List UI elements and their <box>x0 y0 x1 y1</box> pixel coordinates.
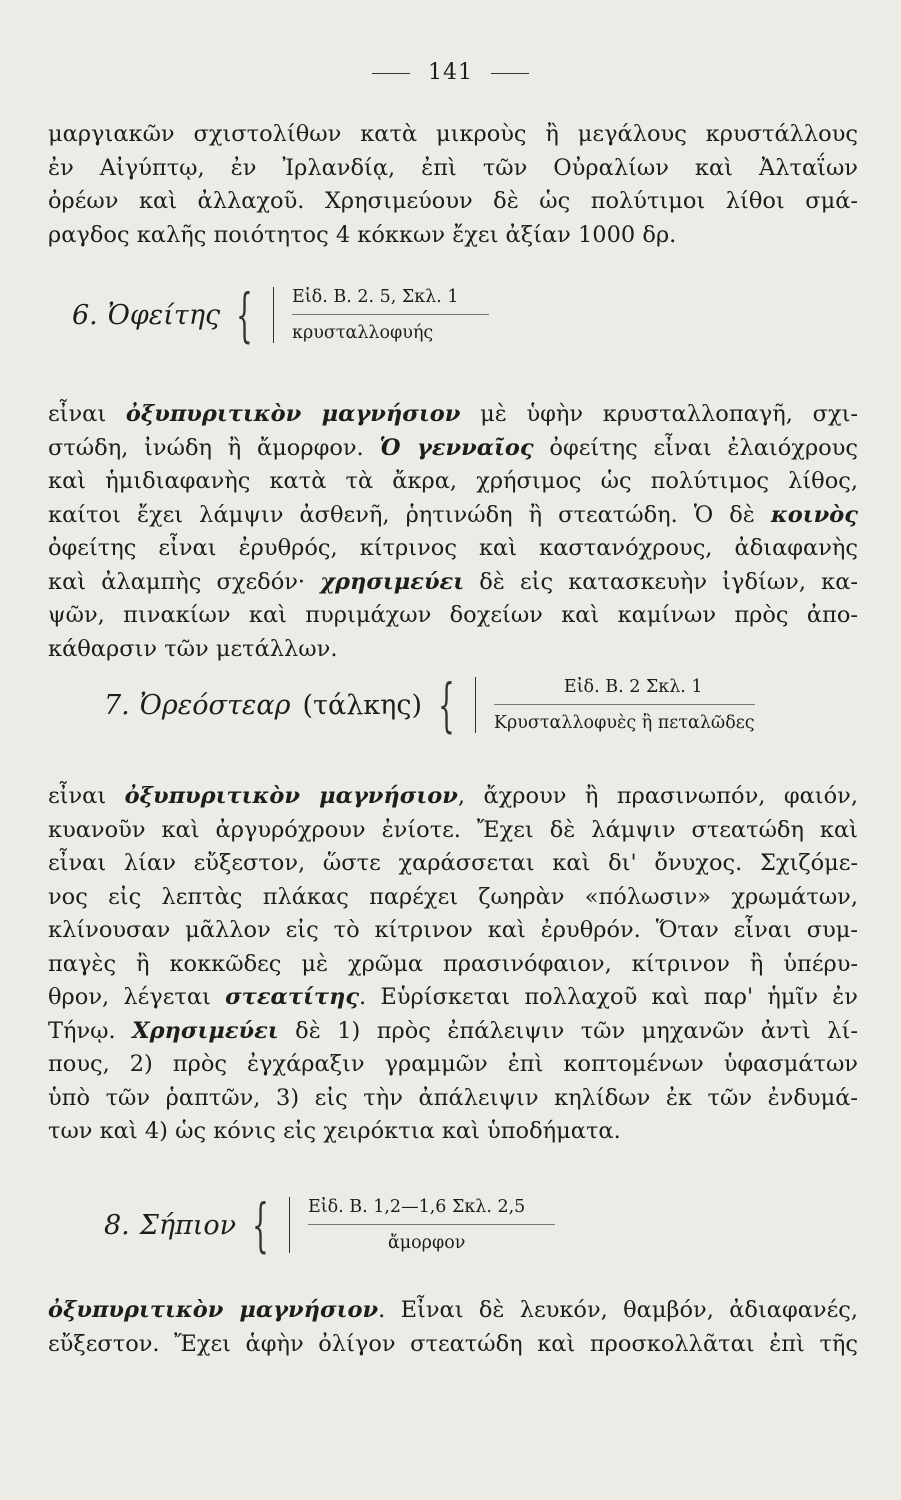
entry-6-description <box>48 398 858 666</box>
text-line: παγὲς ἢ κοκκῶδες μὲ χρῶμα πρασινόφαιον, κίτρινον ἢ ὑπέρυ- <box>48 950 858 977</box>
text-line: κυανοῦν καὶ ἀργυρόχρουν ἐνίοτε. Ἔχει δὲ λάμψιν στεατώδη καὶ <box>48 816 858 843</box>
emphasis-term: ὀξυπυριτικὸν μαγνήσιον <box>124 783 458 809</box>
entry-number: 6. <box>72 299 98 331</box>
text-line: ὑπὸ τῶν ῥαπτῶν, 3) εἰς τὴν ἀπάλειψιν κηλίδων ἐκ τῶν ἐνδυμά- <box>48 1084 858 1111</box>
text-line: ψῶν, πινακίων καὶ πυριμάχων δοχείων καὶ καμίνων πρὸς ἀπο- <box>48 602 858 628</box>
entry-6-heading <box>72 281 489 349</box>
entry-7-heading <box>104 671 755 739</box>
mineral-specs: Εἰδ. Β. 2 Σκλ. 1 <box>494 677 755 705</box>
page-header <box>0 60 901 85</box>
mineral-form: κρυσταλλοφυής <box>292 323 434 343</box>
mineral-alt-name: (τάλκης) <box>302 689 423 721</box>
text-line: κλίνουσαν μᾶλλον εἰς τὸ κίτρινον καὶ ἐρυθρόν. Ὅταν εἶναι συμ- <box>48 917 858 943</box>
text-line: καὶ ἡμιδιαφανὴς κατὰ τὰ ἄκρα, χρήσιμος ὡς πολύτιμος λίθος, <box>48 468 858 494</box>
emphasis-term: ὀξυπυριτικὸν μαγνήσιον <box>125 401 461 427</box>
emphasis-term: χρησιμεύει <box>320 568 465 595</box>
mineral-properties <box>273 287 488 343</box>
mineral-specs: Εἰδ. Β. 2. 5, Σκλ. 1 <box>292 287 488 315</box>
header-dash-right <box>491 73 529 74</box>
text-line: Τήνῳ. Χρησιμεύει δὲ 1) πρὸς ἐπάλειψιν τῶν μηχανῶν ἀντὶ λί- <box>48 1017 858 1044</box>
text-line: ὀρέων καὶ ἀλλαχοῦ. Χρησιμεύουν δὲ ὡς πολύτιμοι λίθοι σμά- <box>48 188 858 214</box>
entry-7-description <box>48 780 858 1149</box>
entry-number: 8. <box>104 1209 130 1241</box>
mineral-properties <box>289 1197 555 1253</box>
text-line: πους, 2) πρὸς ἐγχάραξιν γραμμῶν ἐπὶ κοπτομένων ὑφασμάτων <box>48 1051 858 1077</box>
text-line: ἐν Αἰγύπτῳ, ἐν Ἰρλανδίᾳ, ἐπὶ τῶν Οὐραλίων καὶ Ἀλταΐων <box>48 154 858 181</box>
brace-icon: { <box>438 671 455 739</box>
text-line: νος εἰς λεπτὰς πλάκας παρέχει ζωηρὰν «πόλωσιν» χρωμάτων, <box>48 883 858 910</box>
entry-number: 7. <box>104 689 130 721</box>
mineral-specs: Εἰδ. Β. 1,2—1,6 Σκλ. 2,5 <box>308 1197 555 1225</box>
emphasis-term: στεατίτης <box>225 984 360 1010</box>
emphasis-term: ὀξυπυριτικὸν μαγνήσιον <box>48 1297 379 1323</box>
mineral-form: Κρυσταλλοφυὲς ἢ πεταλῶδες <box>493 713 755 733</box>
text-line: μαργιακῶν σχιστολίθων κατὰ μικροὺς ἢ μεγάλους κρυστάλλους <box>48 121 858 147</box>
emphasis-term: Χρησιμεύει <box>132 1017 279 1044</box>
text-line: ραγδος καλῆς ποιότητος 4 κόκκων ἔχει ἀξίαν 1000 δρ. <box>48 221 677 248</box>
brace-icon: { <box>252 1191 269 1259</box>
text-line: καὶ ἀλαμπὴς σχεδόν· χρησιμεύει δὲ εἰς κατασκευὴν ἰγδίων, κα- <box>48 568 858 595</box>
text-line: κάθαρσιν τῶν μετάλλων. <box>48 635 338 662</box>
mineral-form: ἄμορφον <box>387 1233 466 1253</box>
page-number: 141 <box>428 60 473 85</box>
text-line: καίτοι ἔχει λάμψιν ἀσθενῆ, ῥητινώδη ἢ στεατώδη. Ὁ δὲ κοινὸς <box>48 501 858 528</box>
entry-8-description <box>48 1294 858 1361</box>
mineral-name: Σήπιον <box>139 1209 237 1241</box>
mineral-properties <box>475 677 755 733</box>
text-line: εὔξεστον. Ἔχει ἁφὴν ὀλίγον στεατώδη καὶ προσκολλᾶται ἐπὶ τῆς <box>48 1330 858 1357</box>
text-line: ὀφείτης εἶναι ἐρυθρός, κίτρινος καὶ καστανόχρους, ἀδιαφανὴς <box>48 535 858 561</box>
text-line: στώδη, ἰνώδη ἢ ἄμορφον. Ὁ γενναῖος ὀφείτης εἶναι ἐλαιόχρους <box>48 434 858 461</box>
text-line: εἶναι ὀξυπυριτικὸν μαγνήσιον μὲ ὑφὴν κρυσταλλοπαγῆ, σχι- <box>48 401 859 427</box>
emphasis-term: Ὁ γενναῖος <box>379 434 534 461</box>
mineral-name: Ὀρεόστεαρ <box>139 689 291 721</box>
brace-icon: { <box>236 281 253 349</box>
text-line: θρον, λέγεται στεατίτης. Εὑρίσκεται πολλαχοῦ καὶ παρ' ἡμῖν ἐν <box>48 984 858 1010</box>
text-line: εἶναι ὀξυπυριτικὸν μαγνήσιον, ἄχρουν ἢ πρασινωπόν, φαιόν, <box>48 783 859 809</box>
mineral-name: Ὀφείτης <box>107 299 221 331</box>
text-line: των καὶ 4) ὡς κόνις εἰς χειρόκτια καὶ ὑποδήματα. <box>48 1118 621 1144</box>
entry-8-heading <box>104 1191 555 1259</box>
text-line: ὀξυπυριτικὸν μαγνήσιον. Εἶναι δὲ λευκόν, θαμβόν, ἀδιαφανές, <box>48 1297 858 1323</box>
emphasis-term: κοινὸς <box>770 501 858 528</box>
header-dash-left <box>372 73 410 74</box>
text-line: εἶναι λίαν εὔξεστον, ὥστε χαράσσεται καὶ δι' ὄνυχος. Σχιζόμε- <box>48 850 858 876</box>
intro-paragraph <box>48 118 858 252</box>
